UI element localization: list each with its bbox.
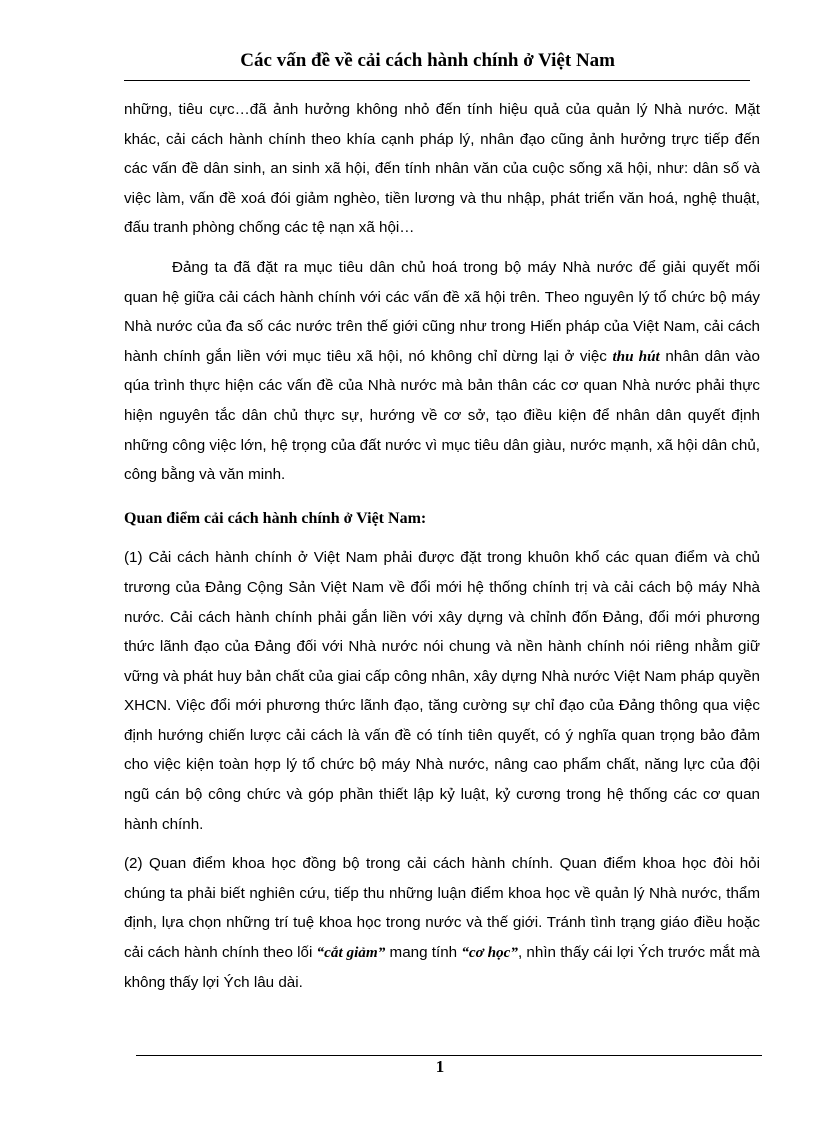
page-header-title: Các vấn đề về cải cách hành chính ở Việt Nam xyxy=(240,50,615,71)
paragraph-4-part-c: , nhìn thấy cái lợi Ých trước mắt mà không thấy lợi Ých lâu dài. xyxy=(124,944,760,991)
emphasis-thu-hut: thu hút xyxy=(612,347,660,365)
page-body xyxy=(124,95,760,997)
paragraph-1: những, tiêu cực…đã ảnh hưởng không nhỏ đến tính hiệu quả của quản lý Nhà nước. Mặt khác, cải cách hành chính theo khía cạnh pháp lý, nhân đạo cũng ảnh hưởng trực tiếp đến các vấn đề dân sinh, an sinh xã hội, đến tính nhân văn của cuộc sống xã hội, như: dân số và việc làm, vấn đề xoá đói giảm nghèo, tiền lương và thu nhập, phát triển văn hoá, nghệ thuật, đấu tranh phòng chống các tệ nạn xã hội… xyxy=(124,101,760,237)
paragraph-4 xyxy=(124,849,760,997)
emphasis-cat-giam: “cắt giảm” xyxy=(316,944,386,962)
footer-divider xyxy=(136,1055,762,1056)
paragraph-4-part-a: (2) Quan điểm khoa học đồng bộ trong cải cách hành chính. Quan điểm khoa học đòi hỏi chúng ta phải biết nghiên cứu, tiếp thu những luận điểm khoa học về quản lý Nhà nước, thẩm định, lựa chọn những trí tuệ khoa học trong nước và thế giới. Tránh tình trạng giáo điều hoặc cải cách hành chính theo lối xyxy=(124,855,760,962)
paragraph-3: (1) Cải cách hành chính ở Việt Nam phải được đặt trong khuôn khổ các quan điểm và chủ trương của Đảng Cộng Sản Việt Nam về đổi mới hệ thống chính trị và cải cách bộ máy Nhà nước. Cải cách hành chính phải gắn liền với xây dựng và chỉnh đốn Đảng, đổi mới phương thức lãnh đạo của Đảng đối với Nhà nước nói chung và nền hành chính nói riêng nhằm giữ vững và phát huy bản chất của giai cấp công nhân, xây dựng Nhà nước Việt Nam pháp quyền XHCN. Việc đổi mới phương thức lãnh đạo, tăng cường sự chỉ đạo của Đảng thông qua việc định hướng chiến lược cải cách là vấn đề có tính tiên quyết, có ý nghĩa quan trọng bảo đảm cho việc kiện toàn hợp lý tổ chức bộ máy Nhà nước, nâng cao phẩm chất, năng lực của đội ngũ cán bộ công chức và góp phần thiết lập kỷ luật, kỷ cương trong hệ thống các cơ quan hành chính. xyxy=(124,549,760,833)
paragraph-4-part-b: mang tính xyxy=(385,944,462,962)
paragraph-2-part-a: Đảng ta đã đặt ra mục tiêu dân chủ hoá trong bộ máy Nhà nước để giải quyết mối quan hệ giữa cải cách hành chính với các vấn đề xã hội trên. Theo nguyên lý tổ chức bộ máy Nhà nước của đa số các nước trên thế giới cũng như trong Hiến pháp của Việt Nam, cải cách hành chính gắn liền với mục tiêu xã hội, nó không chỉ dừng lại ở việc xyxy=(124,258,760,365)
section-heading: Quan điểm cải cách hành chính ở Việt Nam: xyxy=(124,509,427,527)
page-number: 1 xyxy=(435,1057,445,1076)
header-divider xyxy=(124,80,750,81)
paragraph-2-part-b: nhân dân vào qúa trình thực hiện các vấn đề của Nhà nước mà bản thân các cơ quan Nhà nước phải thực hiện nguyên tắc dân chủ thực sự, hướng về cơ sở, tạo điều kiện để nhân dân quyết định những công việc lớn, hệ trọng của đất nước vì mục tiêu dân giàu, nước mạnh, xã hội dân chủ, công bằng và văn minh. xyxy=(124,347,760,484)
emphasis-co-hoc: “cơ học” xyxy=(461,944,518,962)
paragraph-2 xyxy=(124,253,760,490)
